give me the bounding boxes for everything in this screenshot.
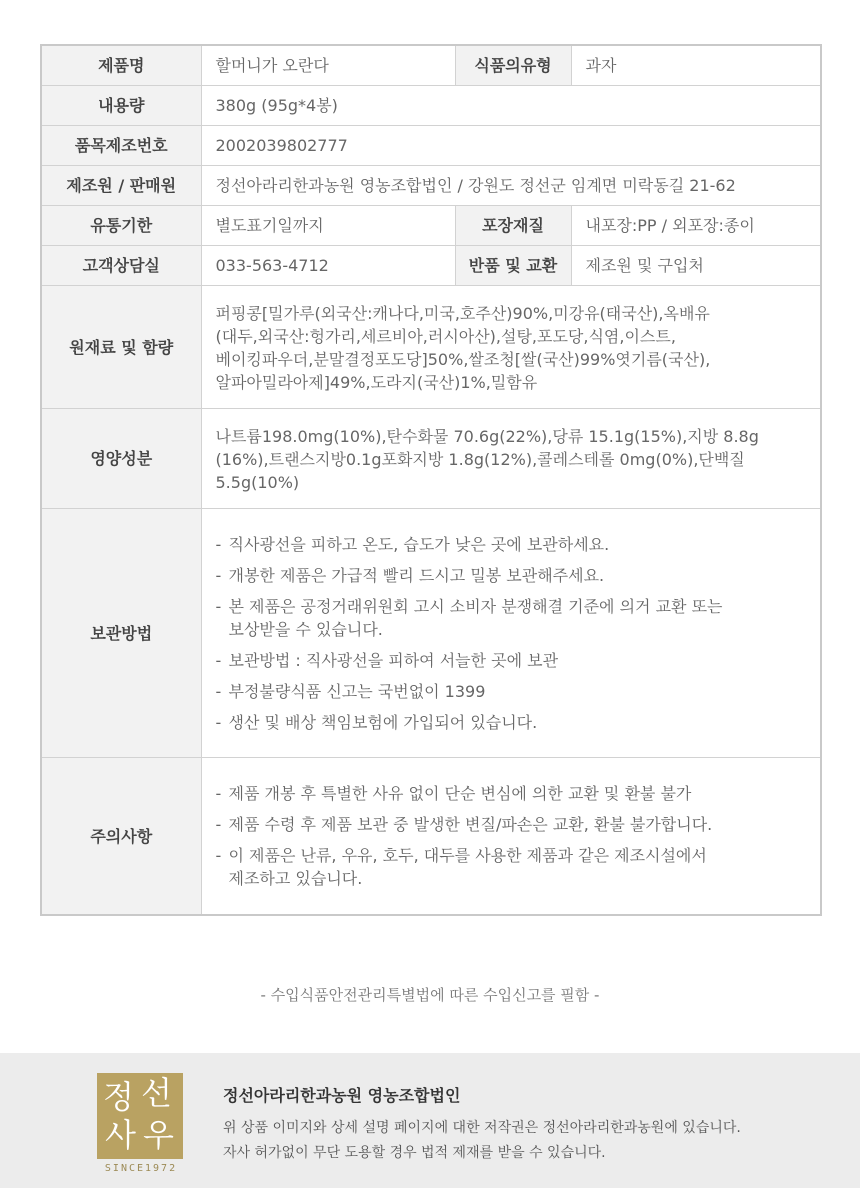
dash: - xyxy=(215,534,222,554)
list-item: - 제품 수령 후 제품 보관 중 발생한 변질/파손은 교환, 환불 불가합니다. xyxy=(215,815,713,834)
dash: - xyxy=(215,784,222,803)
table-row xyxy=(41,509,821,758)
list-item: - 보관방법 : 직사광선을 피하여 서늘한 곳에 보관 xyxy=(215,650,559,670)
list-item: - 본 제품은 공정거래위원회 고시 소비자 분쟁해결 기준에 의거 교환 또는 보상받을 수 있습니다. xyxy=(215,596,723,639)
manufacturer-value: 정선아라리한과농원 영농조합법인 / 강원도 정선군 임계면 미락동길 21-62 xyxy=(201,166,821,206)
table-row xyxy=(41,409,821,509)
brand-logo xyxy=(97,1073,183,1159)
dash: - xyxy=(215,565,222,585)
nutrition-label: 영양성분 xyxy=(41,409,201,509)
table-row xyxy=(41,206,821,246)
copyright-text: 위 상품 이미지와 상세 설명 페이지에 대한 저작권은 정선아라리한과농원에 있습니다. xyxy=(223,1120,741,1136)
cautions-value xyxy=(201,758,821,916)
copyright-text: 자사 허가없이 무단 도용할 경우 법적 제재를 받을 수 있습니다. xyxy=(223,1145,606,1161)
dash: - xyxy=(215,681,222,701)
table-row xyxy=(41,286,821,409)
returns-label: 반품 및 교환 xyxy=(455,246,571,286)
list-item: - 개봉한 제품은 가급적 빨리 드시고 밀봉 보관해주세요. xyxy=(215,565,605,585)
ingredients-line: (대두,외국산:헝가리,세르비아,러시아산),설탕,포도당,식염,이스트, xyxy=(215,327,676,346)
product-info-table xyxy=(40,44,822,916)
packaging-label: 포장재질 xyxy=(455,206,571,246)
ingredients-line: 베이킹파우더,분말결정포도당]50%,쌀조청[쌀(국산)99%엿기름(국산), xyxy=(215,350,711,369)
manufacturer-label: 제조원 / 판매원 xyxy=(41,166,201,206)
list-item: - 직사광선을 피하고 온도, 습도가 낮은 곳에 보관하세요. xyxy=(215,534,610,554)
dash: - xyxy=(215,712,222,732)
food-type-label: 식품의유형 xyxy=(455,45,571,86)
storage-value xyxy=(201,509,821,758)
logo-char: 사 xyxy=(105,1116,136,1154)
table-row xyxy=(41,45,821,86)
dash: - xyxy=(215,815,222,834)
storage-label: 보관방법 xyxy=(41,509,201,758)
returns-value: 제조원 및 구입처 xyxy=(571,246,821,286)
volume-value: 380g (95g*4봉) xyxy=(201,86,821,126)
expiry-value: 별도표기일까지 xyxy=(201,206,455,246)
dash: - xyxy=(215,846,222,865)
report-number-label: 품목제조번호 xyxy=(41,126,201,166)
table-row xyxy=(41,758,821,916)
table-row xyxy=(41,86,821,126)
dash: - xyxy=(215,650,222,670)
nutrition-line: 5.5g(10%) xyxy=(215,473,300,492)
logo-char: 정 xyxy=(103,1078,134,1116)
customer-service-value: 033-563-4712 xyxy=(201,246,455,286)
table-row xyxy=(41,166,821,206)
food-type-value: 과자 xyxy=(571,45,821,86)
nutrition-line: 나트륨198.0mg(10%),탄수화물 70.6g(22%),당류 15.1g(15%),지방 8.8g xyxy=(215,427,759,446)
list-item: - 이 제품은 난류, 우유, 호두, 대두를 사용한 제품과 같은 제조시설에서 제조하고 있습니다. xyxy=(215,846,707,888)
ingredients-line: 알파아밀라아제]49%,도라지(국산)1%,밀함유 xyxy=(215,373,538,392)
list-item: - 부정불량식품 신고는 국번없이 1399 xyxy=(215,681,486,701)
customer-service-label: 고객상담실 xyxy=(41,246,201,286)
report-number-value: 2002039802777 xyxy=(201,126,821,166)
product-name-value: 할머니가 오란다 xyxy=(201,45,455,86)
volume-label: 내용량 xyxy=(41,86,201,126)
ingredients-label: 원재료 및 함량 xyxy=(41,286,201,409)
packaging-value: 내포장:PP / 외포장:종이 xyxy=(571,206,821,246)
product-name-label: 제품명 xyxy=(41,45,201,86)
nutrition-value xyxy=(201,409,821,509)
table-row xyxy=(41,246,821,286)
table-row xyxy=(41,126,821,166)
dash: - xyxy=(215,596,222,616)
cautions-label: 주의사항 xyxy=(41,758,201,916)
ingredients-value xyxy=(201,286,821,409)
logo-char: 우 xyxy=(143,1116,174,1154)
list-item: - 생산 및 배상 책임보험에 가입되어 있습니다. xyxy=(215,712,538,732)
cautions-list xyxy=(216,782,811,890)
expiry-label: 유통기한 xyxy=(41,206,201,246)
logo-char: 선 xyxy=(141,1074,172,1112)
import-notice: - 수입식품안전관리특별법에 따른 수입신고를 필함 - xyxy=(260,986,600,1004)
nutrition-line: (16%),트랜스지방0.1g포화지방 1.8g(12%),콜레스테롤 0mg(0%),단백질 xyxy=(215,450,745,469)
company-name: 정선아라리한과농원 영농조합법인 xyxy=(223,1086,461,1105)
storage-list xyxy=(216,533,811,734)
logo-since-text: SINCE1972 xyxy=(104,1163,178,1174)
footer xyxy=(0,1053,860,1188)
list-item: - 제품 개봉 후 특별한 사유 없이 단순 변심에 의한 교환 및 환불 불가 xyxy=(215,784,692,803)
ingredients-line: 퍼핑콩[밀가루(외국산:캐나다,미국,호주산)90%,미강유(태국산),옥배유 xyxy=(215,304,710,323)
